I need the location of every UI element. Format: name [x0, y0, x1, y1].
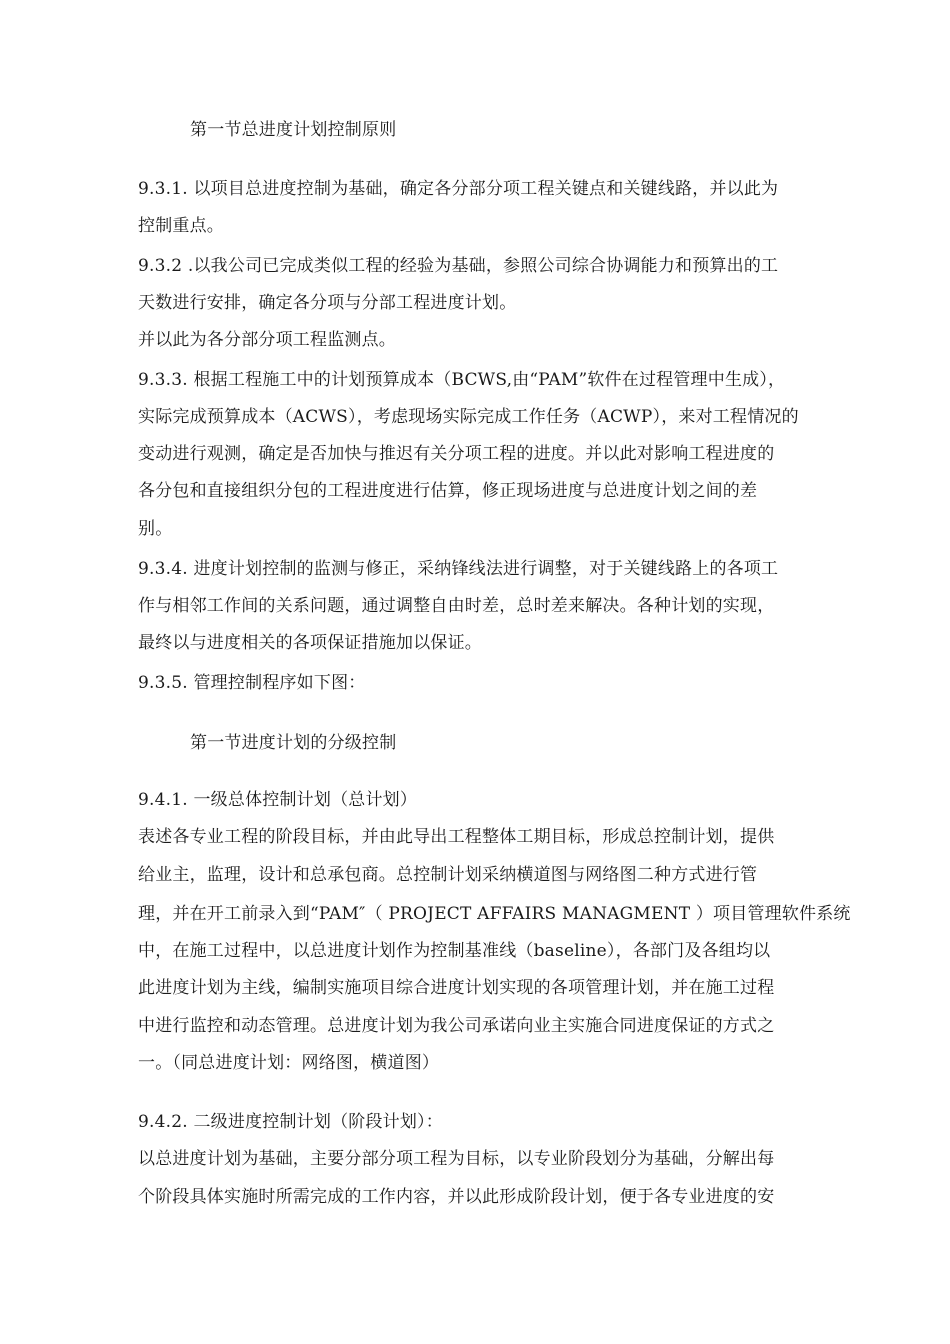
paragraph-line: 变动进行观测，确定是否加快与推迟有关分项工程的进度。并以此对影响工程进度的 — [138, 444, 775, 464]
paragraph-line: 表述各专业工程的阶段目标，并由此导出工程整体工期目标，形成总控制计划，提供 — [138, 827, 775, 847]
paragraph-line: 别。 — [138, 519, 173, 539]
paragraph-line: 并以此为各分部分项工程监测点。 — [138, 330, 396, 350]
paragraph-line: 以总进度计划为基础，主要分部分项工程为目标，以专业阶段划分为基础，分解出每 — [138, 1149, 775, 1169]
paragraph-line: 给业主，监理，设计和总承包商。总控制计划采纳横道图与网络图二种方式进行管 — [138, 865, 758, 885]
paragraph-line: 9.3.5. 管理控制程序如下图： — [138, 673, 366, 693]
section-heading: 第一节进度计划的分级控制 — [190, 733, 397, 753]
paragraph-line: 9.3.3. 根据工程施工中的计划预算成本（BCWS,由“PAM”软件在过程管理中生成）， — [138, 370, 786, 390]
paragraph-line: 9.3.2 .以我公司已完成类似工程的经验为基础，参照公司综合协调能力和预算出的工 — [138, 256, 779, 276]
paragraph-line: 作与相邻工作间的关系问题，通过调整自由时差，总时差来解决。各种计划的实现， — [138, 596, 775, 616]
section-heading: 第一节总进度计划控制原则 — [190, 120, 397, 140]
paragraph-line: 理，并在开工前录入到“PAM″（ PROJECT AFFAIRS MANAGMENT ）项目管理软件系统 — [138, 904, 851, 924]
paragraph-line: 9.3.4. 进度计划控制的监测与修正，采纳锋线法进行调整，对于关键线路上的各项工 — [138, 559, 779, 579]
paragraph-line: 各分包和直接组织分包的工程进度进行估算，修正现场进度与总进度计划之间的差 — [138, 481, 758, 501]
paragraph-line: 最终以与进度相关的各项保证措施加以保证。 — [138, 633, 482, 653]
paragraph-line: 此进度计划为主线，编制实施项目综合进度计划实现的各项管理计划，并在施工过程 — [138, 978, 775, 998]
paragraph-line: 一。（同总进度计划：网络图，横道图） — [138, 1053, 440, 1073]
paragraph-line: 个阶段具体实施时所需完成的工作内容，并以此形成阶段计划，便于各专业进度的安 — [138, 1187, 775, 1207]
paragraph-line: 9.4.1. 一级总体控制计划（总计划） — [138, 790, 418, 810]
paragraph-line: 实际完成预算成本（ACWS），考虑现场实际完成工作任务（ACWP），来对工程情况的 — [138, 407, 799, 427]
paragraph-line: 中进行监控和动态管理。总进度计划为我公司承诺向业主实施合同进度保证的方式之 — [138, 1016, 775, 1036]
paragraph-line: 中，在施工过程中，以总进度计划作为控制基准线（baseline），各部门及各组均以 — [138, 941, 771, 961]
paragraph-line: 9.3.1. 以项目总进度控制为基础，确定各分部分项工程关键点和关键线路，并以此为 — [138, 179, 779, 199]
paragraph-line: 天数进行安排，确定各分项与分部工程进度计划。 — [138, 293, 517, 313]
paragraph-line: 9.4.2. 二级进度控制计划（阶段计划）： — [138, 1112, 443, 1132]
paragraph-line: 控制重点。 — [138, 216, 224, 236]
